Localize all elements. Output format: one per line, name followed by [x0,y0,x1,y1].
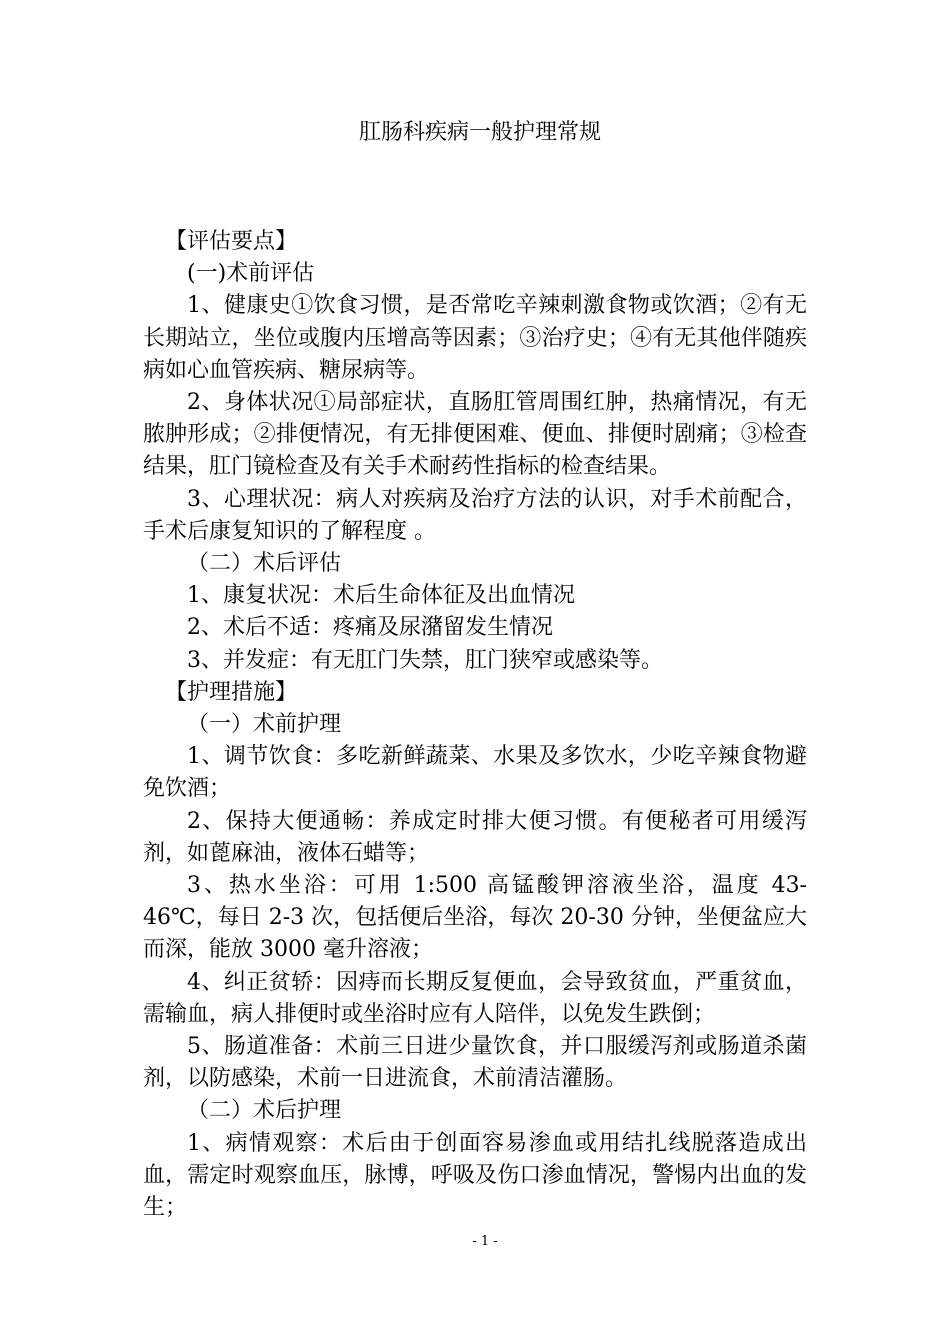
document-body [143,226,807,1224]
paragraph: 1、病情观察：术后由于创面容易渗血或用结扎线脱落造成出血，需定时观察血压，脉博，呼吸及伤口渗血情况，警惕内出血的发生； [143,1130,807,1221]
section-heading-nursing: 【护理措施】 [165,679,298,705]
paragraph: 4、纠正贫轿：因痔而长期反复便血，会导致贫血，严重贫血，需输血，病人排便时或坐浴时应有人陪伴，以免发生跌倒； [143,969,807,1027]
paragraph: 5、肠道准备：术前三日进少量饮食，并口服缓泻剂或肠道杀菌剂，以防感染，术前一日进流食，术前清洁灌肠。 [143,1034,807,1092]
subsection-postop-nursing: （二）术后护理 [187,1098,342,1124]
section-heading-assessment: 【评估要点】 [165,229,298,254]
subsection-postop-assessment: （二）术后评估 [187,551,342,577]
paragraph: 3、并发症：有无肛门失禁，肛门狭窄或感染等。 [187,647,663,673]
subsection-preop-assessment: (一)术前评估 [187,261,315,287]
paragraph: 1、康复状况：术后生命体征及出血情况 [187,583,575,609]
paragraph: 1、健康史①饮食习惯，是否常吃辛辣刺激食物或饮酒；②有无长期站立，坐位或腹内压增高等因素；③治疗史；④有无其他伴随疾病如心血管疾病、糖尿病等。 [143,293,807,383]
subsection-preop-nursing: （一）术前护理 [187,712,342,738]
paragraph: 2、术后不适：疼痛及尿潴留发生情况 [187,615,553,641]
paragraph: 2、保持大便通畅：养成定时排大便习惯。有便秘者可用缓泻剂，如蓖麻油，液体石蜡等； [143,808,807,866]
document-title: 肛肠科疾病一般护理常规 [358,120,601,145]
paragraph: 2、身体状况①局部症状，直肠肛管周围红肿，热痛情况，有无脓肿形成；②排便情况，有无排便困难、便血、排便时剧痛；③检查结果，肛门镜检查及有关手术耐药性指标的检查结果。 [143,390,807,480]
paragraph: 3、热水坐浴：可用 1:500 高锰酸钾溶液坐浴，温度 43-46℃，每日 2-3 次，包括便后坐浴，每次 20-30 分钟，坐便盆应大而深，能放 3000 毫升溶液； [143,873,807,963]
page-number: - 1 - [472,1234,498,1249]
paragraph: 1、调节饮食：多吃新鲜蔬菜、水果及多饮水，少吃辛辣食物避免饮酒； [143,744,807,802]
paragraph: 3、心理状况：病人对疾病及治疗方法的认识，对手术前配合，手术后康复知识的了解程度 。 [143,486,807,544]
